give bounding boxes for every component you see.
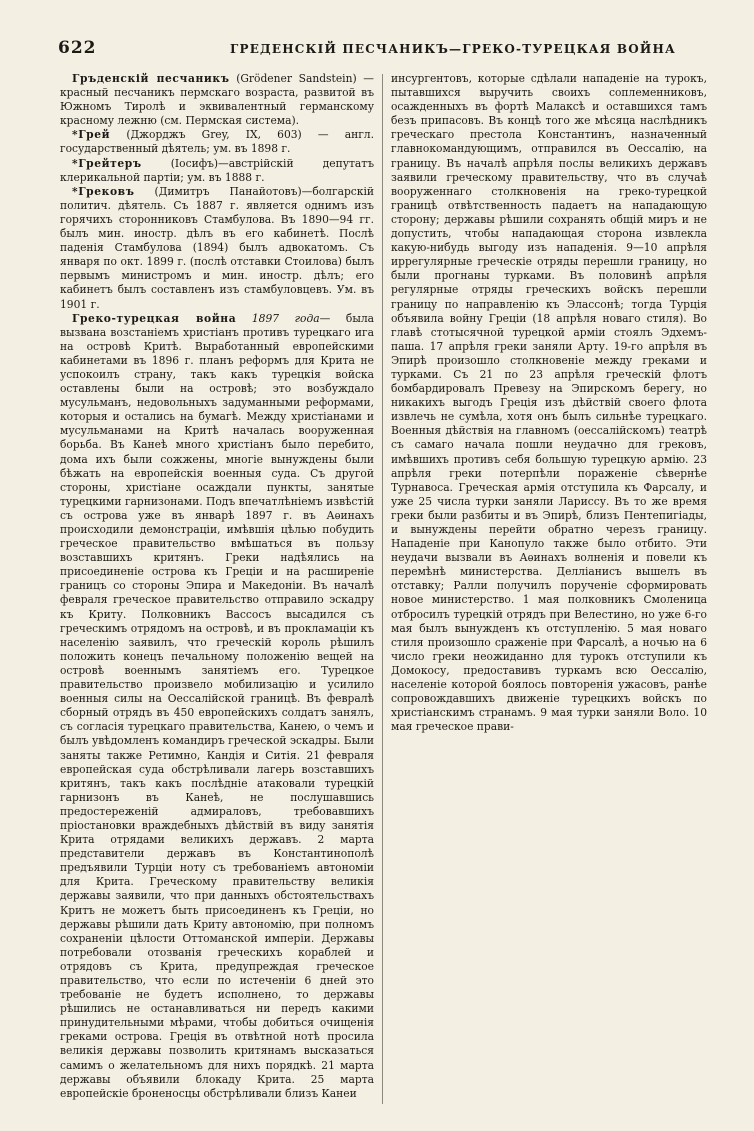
entry-headword: *Грековъ bbox=[72, 184, 135, 198]
entry-text: (Джорджъ Grey, IX, 603) — англ. государственный дѣятель; ум. въ 1898 г. bbox=[60, 128, 374, 156]
entry-text: (Іосифъ)—австрійскій депутатъ клерикальной партіи; ум. въ 1888 г. bbox=[60, 156, 374, 184]
entry-text: — была вызвана возстаніемъ христіанъ противъ турецкаго ига на островѣ Критѣ. Выработанный европейскими кабинетами въ 1896 г. планъ реформъ для Крита не успокоилъ страну, такъ какъ турецкія войска оставлены были на островѣ; это возбуждало мусульманъ, недовольныхъ задуманными реформами, которыя и остались на бумагѣ. Между христіанами и мусульманами на Критѣ началась вооруженная борьба. Въ Канеѣ много христіанъ было перебито, дома ихъ были сожжены, многіе вынуждены были бѣжать на европейскія военныя суда. Съ другой стороны, христіане осаждали пункты, занятые турецкими гарнизонами. Подъ впечатлѣніемъ извѣстій съ острова уже въ январѣ 1897 г. въ Аѳинахъ происходили демонстраціи, имѣвшія цѣлью побудить греческое правительство вмѣшаться въ пользу возставшихъ критянъ. Греки надѣялись на присоединеніе острова къ Греціи и на расширеніе границъ со стороны Эпира и Македоніи. Въ началѣ февраля греческое правительство отправило эскадру къ Криту. Полковникъ Вассосъ высадился съ греческимъ отрядомъ на островѣ, и въ прокламаціи къ населенію заявилъ, что греческій король рѣшилъ положить конецъ печальному положенію вещей на островѣ военнымъ занятіемъ его. Турецкое правительство произвело мобилизацію и усилило военныя силы на Оессалійской границѣ. Въ февралѣ сборный отрядъ въ 450 европейскихъ солдатъ занялъ, съ согласія турецкаго правительства, Канею, о чемъ и былъ увѣдомленъ командиръ греческой эскадры. Были заняты также Ретимно, Кандія и Ситія. 21 февраля европейская суда обстрѣливали лагерь возставшихъ критянъ, такъ какъ послѣдніе атаковали турецкій гарнизонъ въ Канеѣ, не послушавшись предостереженій адмираловъ, требовавшихъ пріостановки враждебныхъ дѣйствій въ виду занятія Крита отрядами великихъ державъ. 2 марта представители державъ въ Константинополѣ предъявили Турціи ноту съ требованіемъ автономіи для Крита. Греческому правительству великія державы заявили, что при данныхъ обстоятельствахъ Критъ не можетъ быть присоединенъ къ Греціи, но державы рѣшили дать Криту автономію, при полномъ сохраненіи цѣлости Оттоманской имперіи. Державы потребовали отозванія греческихъ кораблей и отрядовъ съ Крита, предупреждая греческое правительство, что если по истеченіи 6 дней это требованіе не будетъ исполнено, то державы рѣшились не останавливаться ни передъ какими принудительными мѣрами, чтобы добиться очищенія греками острова. Греція въ отвѣтной нотѣ просила великія державы позволить критянамъ высказаться самимъ о желательномъ для нихъ порядкѣ. 21 марта державы объявили блокаду Крита. 25 марта европейскіе броненосцы обстрѣливали близъ Канеи bbox=[60, 311, 374, 1100]
entry-grodener-sandstone bbox=[60, 72, 374, 128]
running-head: ГРЕДЕНСКІЙ ПЕСЧАНИКЪ—ГРЕКО-ТУРЕЦКАЯ ВОЙНА bbox=[230, 42, 676, 56]
entry-headword: *Грей bbox=[72, 128, 111, 142]
right-column bbox=[391, 72, 707, 1112]
entry-headword: *Грейтеръ bbox=[72, 156, 142, 170]
column-divider bbox=[382, 74, 383, 1104]
entry-grey bbox=[60, 128, 374, 156]
entry-text: (Grödener Sandstein) — красный песчаникъ пермскаго возраста, развитой въ Южномъ Тиролѣ и эквивалентный германскому красному лежню (см. Пермская система). bbox=[60, 72, 374, 128]
entry-date: 1897 года bbox=[251, 311, 320, 325]
entry-text: (Димитръ Панайотовъ)—болгарскій политич. дѣятель. Съ 1887 г. является однимъ изъ горячихъ сторонниковъ Стамбулова. Въ 1890—94 гг. былъ мин. иностр. дѣлъ въ его кабинетѣ. Послѣ паденія Стамбулова (1894) былъ адвокатомъ. Съ января по окт. 1899 г. (послѣ отставки Стоилова) былъ первымъ министромъ и мин. иностр. дѣлъ; его кабинетъ былъ составленъ изъ стамбуловцевъ. Ум. въ 1901 г. bbox=[60, 184, 374, 311]
entry-greco-turkish-war-continued bbox=[391, 72, 707, 734]
page-number: 622 bbox=[58, 38, 97, 58]
entry-text-continued: инсургентовъ, которые сдѣлали нападеніе на турокъ, пытавшихся выручить своихъ соплеменниковъ, осажденныхъ въ фортѣ Малаксѣ и оставшихся тамъ безъ припасовъ. Въ концѣ того же мѣсяца наслѣдникъ греческаго престола Константинъ, назначенный главнокомандующимъ, отправился въ Оессалію, на границу. Въ началѣ апрѣля послы великихъ державъ заявили греческому правительству, что въ случаѣ вооруженнаго столкновенія на греко-турецкой границѣ отвѣтственность падаетъ на нападающую сторону; державы рѣшили сохранять общій миръ и не допустить, чтобы нападающая сторона извлекла какую-нибудь выгоду изъ нападенія. 9—10 апрѣля иррегулярные греческіе отряды перешли границу, но были прогнаны турками. Въ половинѣ апрѣля регулярные отряды греческихъ войскъ перешли границу по направленію къ Элассонѣ; тогда Турція объявила войну Греціи (18 апрѣля новаго стиля). Во главѣ стотысячной турецкой арміи стоялъ Эдхемъ-паша. 17 апрѣля греки заняли Арту. 19-го апрѣля въ Эпирѣ произошло столкновеніе между греками и турками. Съ 21 по 23 апрѣля греческій флотъ бомбардировалъ Превезу на Эпирскомъ берегу, но никакихъ выгодъ Греція изъ дѣйствій своего флота извлечь не сумѣла, хотя онъ былъ сильнѣе турецкаго. Военныя дѣйствія на главномъ (оессалійскомъ) театрѣ съ самаго начала пошли неудачно для грековъ, имѣвшихъ противъ себя большую турецкую армію. 23 апрѣля греки потерпѣли пораженіе сѣвернѣе Турнавоса. Греческая армія отступила къ Фарсалу, и уже 25 числа турки заняли Лариссу. Въ то же время греки были разбиты и въ Эпирѣ, близъ Пентепигіады, и вынуждены перейти обратно черезъ границу. Нападеніе при Канопуло также было отбито. Эти неудачи вызвали въ Аѳинахъ волненія и повели къ перемѣнѣ министерства. Делліанисъ вышелъ въ отставку; Ралли получилъ порученіе сформировать новое министерство. 1 мая полковникъ Смоленица отбросилъ турецкій отрядъ при Велестино, но уже 6-го мая былъ вынужденъ къ отступленію. 5 мая новаго стиля произошло сраженіе при Фарсалѣ, а ночью на 6 число греки неожиданно для турокъ отступили къ Домокосу, предоставивъ туркамъ всю Оессалію, населеніе которой боялось повторенія ужасовъ, ранѣе сопровождавшихъ движеніе турецкихъ войскъ по христіанскимъ странамъ. 9 мая турки заняли Воло. 10 мая греческое прави- bbox=[391, 72, 707, 734]
entry-greco-turkish-war bbox=[60, 312, 374, 1101]
entry-headword: Греко-турецкая война bbox=[72, 311, 237, 325]
entry-headword: Гръденскій песчаникъ bbox=[72, 72, 230, 85]
entry-grekov bbox=[60, 185, 374, 312]
left-column bbox=[60, 72, 374, 1112]
entry-greuter bbox=[60, 157, 374, 185]
